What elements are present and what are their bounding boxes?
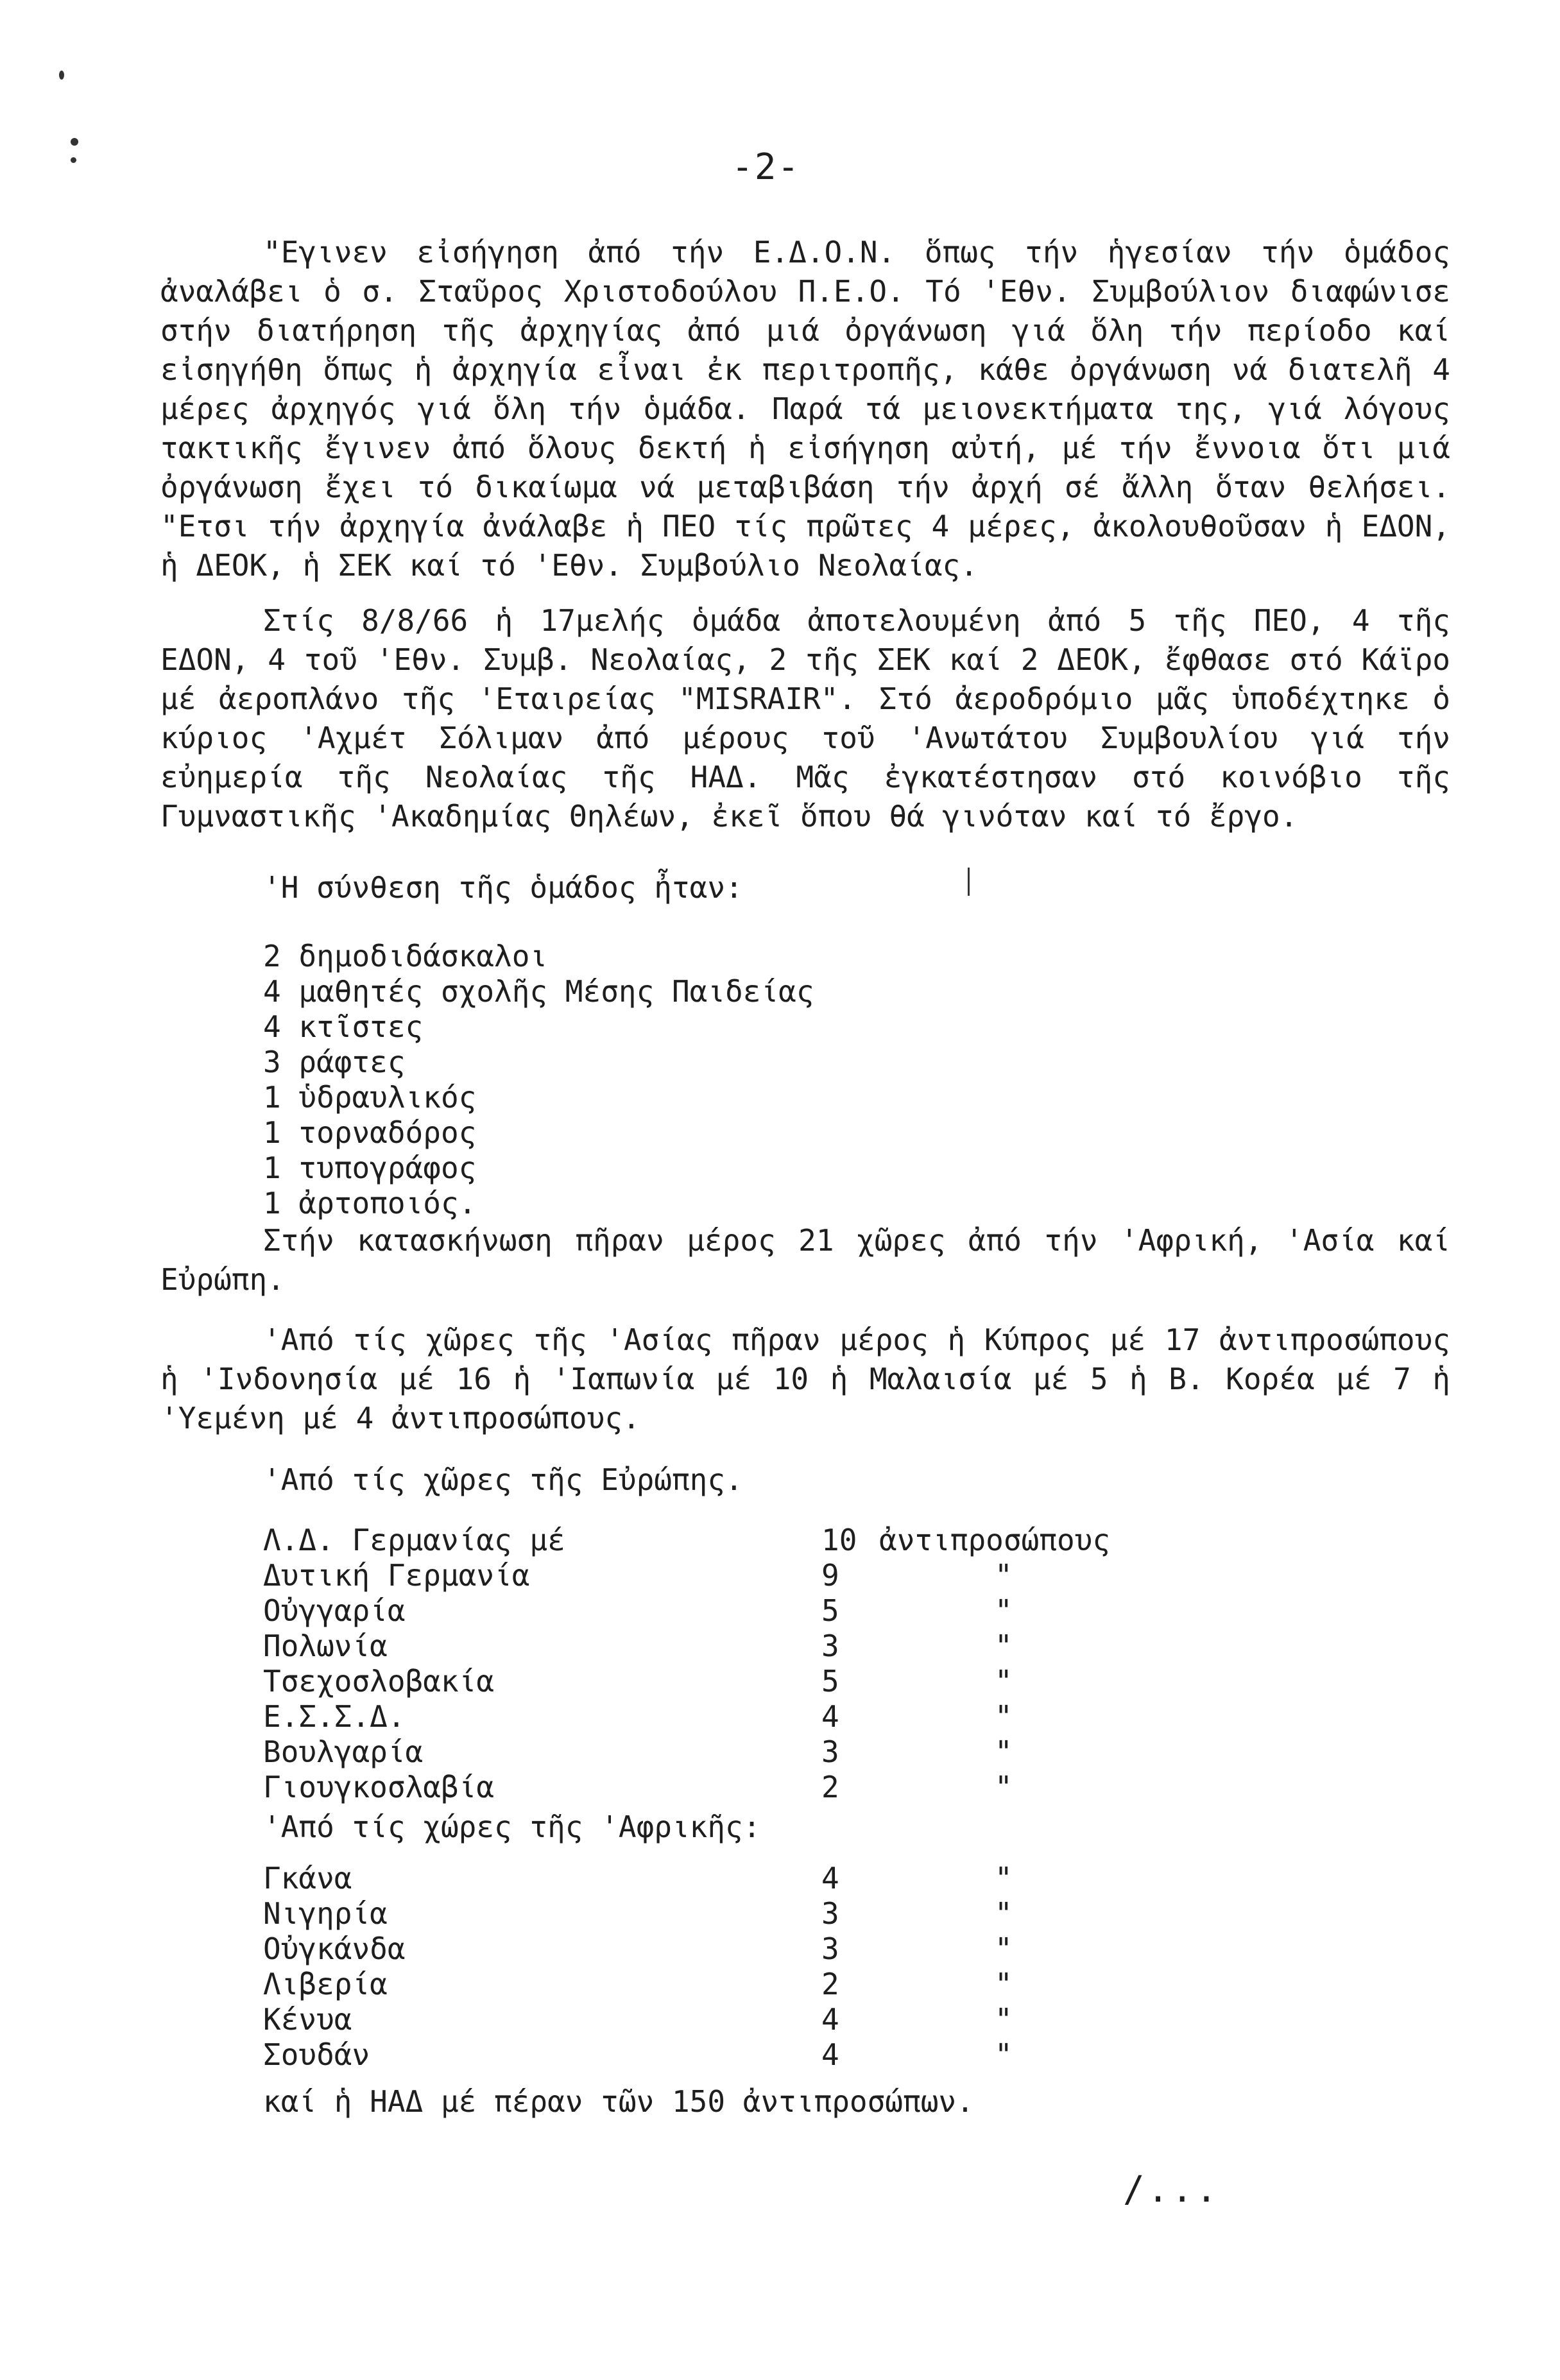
table-row — [263, 1699, 1110, 1734]
page-number: -2- — [732, 146, 801, 188]
list-item: 2 δημοδιδάσκαλοι — [263, 939, 548, 973]
ditto-mark: " — [995, 2037, 1013, 2072]
ditto-mark: " — [995, 1593, 1013, 1628]
country-name: Κένυα — [263, 2002, 352, 2037]
table-row — [263, 1896, 1013, 1931]
paragraph-leadership: "Εγινεν εἰσήγηση ἀπό τήν Ε.Δ.Ο.Ν. ὅπως τήν ἡγεσίαν τήν ὁμάδος ἀναλάβει ὁ σ. Σταῦρος Χριστοδούλου Π.Ε.Ο. Τό 'Εθν. Συμβούλιον διαφώνισε στήν διατήρηση τῆς ἀρχηγίας ἀπό μιά ὀργάνωση γιά ὅλη τήν περίοδο καί εἰσηγήθη ὅπως ἡ ἀρχηγία εἶναι ἐκ περιτροπῆς, κάθε ὀργάνωση νά διατελῆ 4 μέρες ἀρχηγός γιά ὅλη τήν ὁμάδα. Παρά τά μειονεκτήματα της, γιά λόγους τακτικῆς ἔγινεν ἀπό ὅλους δεκτή ἡ εἰσήγηση αὐτή, μέ τήν ἔννοια ὅτι μιά ὀργάνωση ἔχει τό δικαίωμα νά μεταβιβάση τήν ἀρχή σέ ἄλλη ὅταν θελήσει. "Ετσι τήν ἀρχηγία ἀνάλαβε ἡ ΠΕΟ τίς πρῶτες 4 μέρες, ἀκολουθοῦσαν ἡ ΕΔΟΝ, ἡ ΔΕΟΚ, ἡ ΣΕΚ καί τό 'Εθν. Συμβούλιο Νεολαίας. — [160, 235, 1450, 583]
ditto-mark: " — [995, 1861, 1013, 1896]
table-row — [263, 2002, 1013, 2037]
ditto-mark: " — [995, 1967, 1013, 2001]
punch-mark-3 — [71, 157, 76, 163]
paragraph-arrival: Στίς 8/8/66 ἡ 17μελής ὁμάδα ἀποτελουμένη ἀπό 5 τῆς ΠΕΟ, 4 τῆς ΕΔΟΝ, 4 τοῦ 'Εθν. Συμβ. Νεολαίας, 2 τῆς ΣΕΚ καί 2 ΔΕΟΚ, ἔφθασε στό Κάϊρο μέ ἀεροπλάνο τῆς 'Εταιρείας "MISRAIR". Στό ἀεροδρόμιο μᾶς ὑποδέχτηκε ὁ κύριος 'Αχμέτ Σόλιμαν ἀπό μέρους τοῦ 'Ανωτάτου Συμβουλίου γιά τήν εὐημερία τῆς Νεολαίας τῆς ΗΑΔ. Μᾶς ἐγκατέστησαν στό κοινόβιο τῆς Γυμναστικῆς 'Ακαδημίας Θηλέων, ἐκεῖ ὅπου θά γινόταν καί τό ἔργο. — [160, 603, 1450, 834]
country-name: Λιβερία — [263, 1967, 388, 2001]
paragraph-asia: 'Από τίς χῶρες τῆς 'Ασίας πῆραν μέρος ἡ Κύπρος μέ 17 ἀντιπροσώπους ἡ 'Ινδονησία μέ 16 ἡ 'Ιαπωνία μέ 10 ἡ Μαλαισία μέ 5 ἡ Β. Κορέα μέ 7 ἡ 'Υεμένη μέ 4 ἀντιπροσώπους. — [160, 1323, 1450, 1435]
paragraph-europe-heading: 'Από τίς χῶρες τῆς Εὐρώπης. — [263, 1462, 743, 1497]
table-row — [263, 1770, 1110, 1805]
table-row — [263, 1523, 1110, 1558]
list-item: 4 μαθητές σχολῆς Μέσης Παιδείας — [263, 974, 814, 1009]
table-row — [263, 1931, 1013, 1967]
list-item: 1 ἀρτοποιός. — [263, 1186, 477, 1220]
paragraph-africa-heading: 'Από τίς χώρες τῆς 'Αφρικῆς: — [263, 1810, 761, 1844]
country-name: Γκάνα — [263, 1861, 352, 1896]
delegate-count: 3 — [821, 1896, 839, 1931]
delegate-count: 5 — [821, 1593, 839, 1628]
europe-table — [263, 1523, 1110, 1805]
table-row — [263, 1664, 1110, 1699]
delegate-count: 2 — [821, 1967, 839, 2001]
table-row — [263, 1558, 1110, 1593]
delegate-unit: ἀντιπροσώπους — [879, 1523, 1111, 1557]
punch-mark-2 — [71, 138, 78, 146]
ditto-mark: " — [995, 1558, 1013, 1593]
table-row — [263, 1734, 1110, 1770]
paragraph-participants: Στήν κατασκήνωση πῆραν μέρος 21 χῶρες ἀπό τήν 'Αφρική, 'Ασία καί Εὐρώπη. — [160, 1223, 1450, 1297]
country-name: Νιγηρία — [263, 1896, 388, 1931]
delegate-count: 4 — [821, 2002, 839, 2037]
country-name: Ε.Σ.Σ.Δ. — [263, 1699, 406, 1734]
composition-list — [263, 939, 814, 1221]
country-name: Γιουγκοσλαβία — [263, 1770, 495, 1804]
country-name: Οὐγκάνδα — [263, 1931, 406, 1966]
delegate-count: 3 — [821, 1734, 839, 1769]
ditto-mark: " — [995, 1896, 1013, 1931]
delegate-count: 10 — [821, 1523, 857, 1557]
list-item: 1 ὑδραυλικός — [263, 1080, 477, 1115]
country-name: Σουδάν — [263, 2037, 370, 2072]
country-name: Πολωνία — [263, 1629, 388, 1663]
delegate-count: 5 — [821, 1664, 839, 1699]
table-row — [263, 1967, 1013, 2002]
list-item: 4 κτῖστες — [263, 1009, 424, 1044]
table-row — [263, 1861, 1013, 1896]
list-item: 3 ράφτες — [263, 1045, 406, 1079]
delegate-count: 4 — [821, 1699, 839, 1734]
table-row — [263, 2037, 1013, 2073]
ditto-mark: " — [995, 1931, 1013, 1966]
delegate-count: 4 — [821, 1861, 839, 1896]
country-name: Βουλγαρία — [263, 1734, 424, 1769]
ditto-mark: " — [995, 1734, 1013, 1769]
country-name: Οὐγγαρία — [263, 1593, 406, 1628]
paragraph-uar-delegates: καί ἡ ΗΑΔ μέ πέραν τῶν 150 ἀντιπροσώπων. — [263, 2084, 974, 2119]
table-row — [263, 1629, 1110, 1664]
delegate-count: 4 — [821, 2037, 839, 2072]
country-name: Λ.Δ. Γερμανίας μέ — [263, 1523, 565, 1557]
continuation-mark: /... — [1123, 2169, 1220, 2211]
ditto-mark: " — [995, 1629, 1013, 1663]
ditto-mark: " — [995, 1664, 1013, 1699]
country-name: Δυτική Γερμανία — [263, 1558, 530, 1593]
table-row — [263, 1593, 1110, 1629]
country-name: Τσεχοσλοβακία — [263, 1664, 495, 1699]
africa-table — [263, 1861, 1013, 2073]
paragraph-composition-heading: 'Η σύνθεση τῆς ὁμάδος ἦταν: — [263, 870, 743, 905]
ditto-mark: " — [995, 1699, 1013, 1734]
delegate-count: 9 — [821, 1558, 839, 1593]
list-item: 1 τορναδόρος — [263, 1115, 477, 1150]
delegate-count: 2 — [821, 1770, 839, 1804]
list-item: 1 τυπογράφος — [263, 1151, 477, 1185]
punch-mark-1 — [59, 71, 64, 80]
delegate-count: 3 — [821, 1629, 839, 1663]
delegate-count: 3 — [821, 1931, 839, 1966]
ditto-mark: " — [995, 2002, 1013, 2037]
ditto-mark: " — [995, 1770, 1013, 1804]
